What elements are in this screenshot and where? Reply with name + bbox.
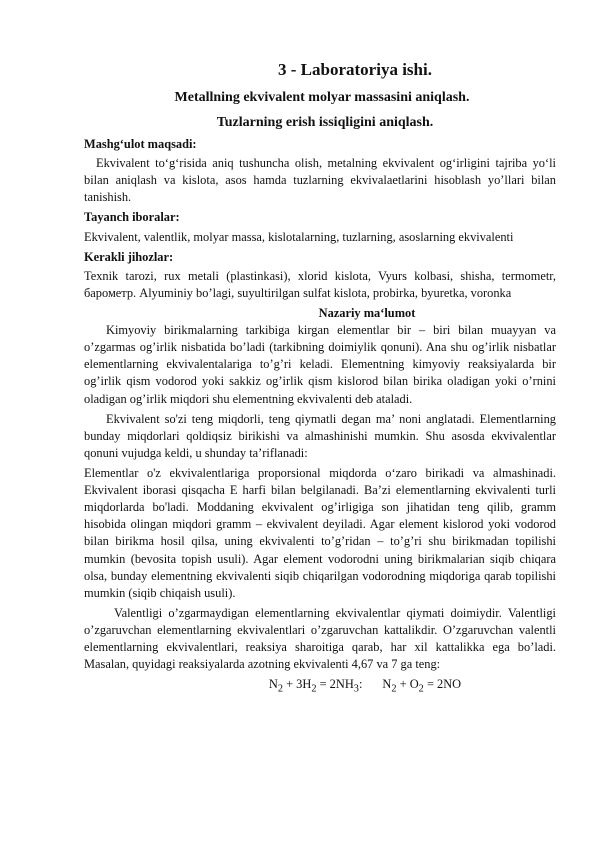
subtitle-equivalent-mass: Metallning ekvivalent molyar massasini aniqlash. bbox=[174, 90, 470, 106]
theory-paragraph: Valentligi o’zgarmaydigan elementlarning ekvivalentlar qiymati doimiydir. Valentligi o’zgaruvchan elementlarning ekvivalentlari o’zgaruvchan kattalikdir. O’zgaruvchan valentli elementlarning ekvivalentlari, reaksiya sharoitiga qarab, har xil kattalikka ega bo’ladi. Masalan, quyidagi reaksiyalarda azotning ekvivalenti 4,67 va 7 ga teng: bbox=[84, 605, 556, 672]
goal-heading: Mashg‘ulot maqsadi: bbox=[84, 137, 197, 152]
page-title: 3 - Laboratoriya ishi. bbox=[278, 60, 432, 79]
theory-paragraph: Kimyoviy birikmalarning tarkibiga kirgan elementlar bir – biri bilan muayyan va o’zgarmas og’irlik nisbatida bo’ladi (tarkibning doimiylik qonuni). Ana shu og’irlik nisbatlar elementlarning ekvivalentalariga to’g’ri keladi. Elementning kimyoviy reaksiyalarda bir og’irlik qism vodorod yoki sakkiz og’irlik qism kislorod bilan birika oladigan yoki o’rnini oladigan og’irlik miqdori shu elementning ekvivalenti deb ataladi. bbox=[84, 323, 556, 406]
theory-paragraph: Elementlar o'z ekvivalentlariga proporsional miqdorda o‘zaro birikadi va almashinadi. Ekvivalent iborasi qisqacha E harfi bilan belgilanadi. Ba’zi elementlarning ekvivalenti turli miqdorlarda bo'ladi. Moddaning ekvivalent og’irligiga son jihatidan teng qilib, gramm hisobida olingan miqdori gramm – ekvivalent deyiladi. Agar element kislorod yoki vodorod bilan birikma hosil qilsa, uning ekvivalenti to’g’ridan – to’g’ri shu birikmadan topilishi mumkin (bevosita topish usuli). Agar element vodorodni uning birikmalarian siqib chiqara olsa, bunday elementning ekvivalenti siqib chiqarilgan vodorodning miqdoriga qarab topilishi mumkin (siqib chiqaish usuli). bbox=[84, 465, 556, 600]
goal-text: Ekvivalent to‘g‘risida aniq tushuncha olish, metalning ekvivalent og‘irligini tajriba yo‘li bilan aniqlash va kislota, asos hamda tuzlarning ekvivalaetlarini hisoblash yo’llari bilan tanishish. bbox=[84, 156, 556, 205]
equipment-heading: Kerakli jihozlar: bbox=[84, 249, 174, 264]
subtitle-dissolution-heat: Tuzlarning erish issiqligini aniqlash. bbox=[216, 114, 434, 130]
reaction-equations bbox=[84, 676, 556, 697]
equation-ammonia: $N_2 + 3H_2 = 2NH_3$: bbox=[268, 677, 363, 695]
theory-paragraph: Ekvivalent so'zi teng miqdorli, teng qiymatli degan ma’ noni anglatadi. Elementlarning bunday miqdorlari qoldiqsiz birikishi va almashinishi mumkin. Shu asosda ekvivalentlar qonuni vujudga keldi, u shunday ta’riflanadi: bbox=[84, 411, 556, 460]
theory-heading: Nazariy ma‘lumot bbox=[318, 306, 416, 320]
keywords-heading: Tayanch iboralar: bbox=[84, 210, 180, 225]
keywords-text: Ekvivalent, valentlik, molyar massa, kislotalarning, tuzlarning, asoslarning ekvivalenti bbox=[84, 229, 514, 244]
equipment-text: Texnik tarozi, rux metali (plastinkasi), xlorid kislota, Vyurs kolbasi, shisha, termometr, барометр. Alyuminiy bo’lagi, suyultirilgan sulfat kislota, probirka, byuretka, voronka bbox=[84, 268, 556, 300]
equation-nitric-oxide: $N_2 + O_2 = 2NO$ bbox=[382, 677, 462, 695]
